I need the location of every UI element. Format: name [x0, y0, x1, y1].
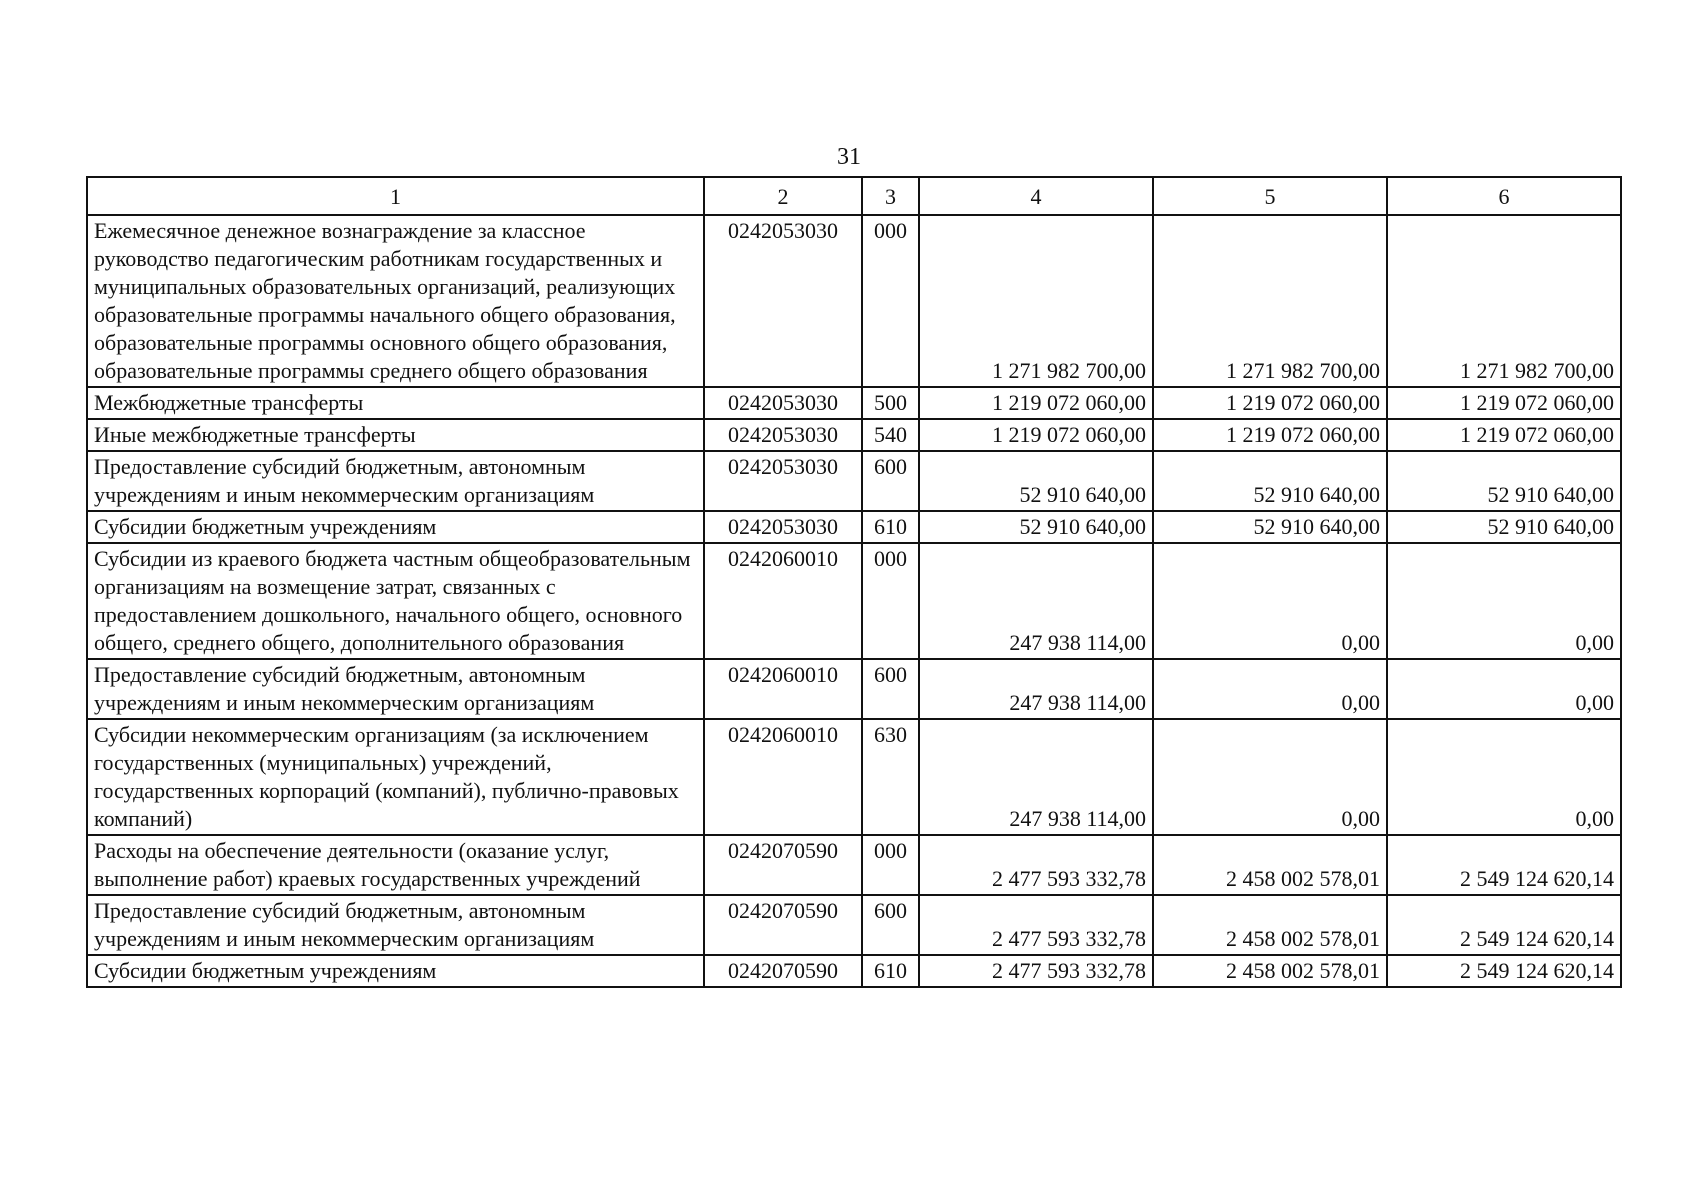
expense-name: Предоставление субсидий бюджетным, автономным учреждениям и иным некоммерческим организациям — [87, 659, 704, 719]
amount-col-4: 52 910 640,00 — [919, 511, 1153, 543]
expense-name: Предоставление субсидий бюджетным, автономным учреждениям и иным некоммерческим организациям — [87, 451, 704, 511]
header-col-5: 5 — [1153, 177, 1387, 215]
amount-col-4: 52 910 640,00 — [919, 451, 1153, 511]
table-row — [87, 895, 1621, 955]
amount-col-5: 0,00 — [1153, 719, 1387, 835]
amount-col-5: 52 910 640,00 — [1153, 451, 1387, 511]
table-row — [87, 719, 1621, 835]
amount-col-4: 247 938 114,00 — [919, 543, 1153, 659]
expense-type-code: 630 — [862, 719, 919, 835]
amount-col-4: 2 477 593 332,78 — [919, 955, 1153, 987]
target-article-code: 0242053030 — [704, 215, 862, 387]
table-row — [87, 511, 1621, 543]
target-article-code: 0242053030 — [704, 419, 862, 451]
expense-type-code: 000 — [862, 215, 919, 387]
table-row — [87, 955, 1621, 987]
target-article-code: 0242060010 — [704, 719, 862, 835]
header-row — [87, 177, 1621, 215]
table-row — [87, 451, 1621, 511]
amount-col-4: 1 271 982 700,00 — [919, 215, 1153, 387]
amount-col-5: 1 219 072 060,00 — [1153, 419, 1387, 451]
amount-col-6: 1 219 072 060,00 — [1387, 419, 1621, 451]
amount-col-4: 1 219 072 060,00 — [919, 419, 1153, 451]
amount-col-4: 2 477 593 332,78 — [919, 835, 1153, 895]
amount-col-5: 1 271 982 700,00 — [1153, 215, 1387, 387]
target-article-code: 0242060010 — [704, 543, 862, 659]
header-col-1: 1 — [87, 177, 704, 215]
target-article-code: 0242070590 — [704, 895, 862, 955]
amount-col-6: 52 910 640,00 — [1387, 451, 1621, 511]
amount-col-6: 1 219 072 060,00 — [1387, 387, 1621, 419]
expense-type-code: 600 — [862, 659, 919, 719]
table-body — [87, 215, 1621, 987]
amount-col-5: 1 219 072 060,00 — [1153, 387, 1387, 419]
target-article-code: 0242060010 — [704, 659, 862, 719]
amount-col-4: 247 938 114,00 — [919, 659, 1153, 719]
amount-col-4: 1 219 072 060,00 — [919, 387, 1153, 419]
target-article-code: 0242053030 — [704, 511, 862, 543]
page-number: 31 — [837, 144, 861, 170]
amount-col-5: 0,00 — [1153, 543, 1387, 659]
header-col-4: 4 — [919, 177, 1153, 215]
header-col-6: 6 — [1387, 177, 1621, 215]
expense-name: Ежемесячное денежное вознаграждение за классное руководство педагогическим работникам государственных и муниципальных образовательных организаций, реализующих образовательные программы начального общего образования, образовательные программы основного общего образования, образовательные программы среднего общего образования — [87, 215, 704, 387]
table-row — [87, 215, 1621, 387]
amount-col-5: 52 910 640,00 — [1153, 511, 1387, 543]
expense-type-code: 540 — [862, 419, 919, 451]
expense-name: Субсидии бюджетным учреждениям — [87, 955, 704, 987]
amount-col-6: 1 271 982 700,00 — [1387, 215, 1621, 387]
amount-col-6: 52 910 640,00 — [1387, 511, 1621, 543]
expense-type-code: 610 — [862, 511, 919, 543]
amount-col-5: 0,00 — [1153, 659, 1387, 719]
expense-type-code: 600 — [862, 895, 919, 955]
expense-type-code: 600 — [862, 451, 919, 511]
expense-name: Расходы на обеспечение деятельности (оказание услуг, выполнение работ) краевых государственных учреждений — [87, 835, 704, 895]
expense-type-code: 000 — [862, 835, 919, 895]
table-row — [87, 659, 1621, 719]
header-col-2: 2 — [704, 177, 862, 215]
budget-table — [86, 176, 1622, 988]
table-header — [87, 177, 1621, 215]
amount-col-4: 247 938 114,00 — [919, 719, 1153, 835]
amount-col-6: 0,00 — [1387, 543, 1621, 659]
expense-name: Межбюджетные трансферты — [87, 387, 704, 419]
target-article-code: 0242053030 — [704, 387, 862, 419]
expense-name: Иные межбюджетные трансферты — [87, 419, 704, 451]
expense-name: Субсидии из краевого бюджета частным общеобразовательным организациям на возмещение затрат, связанных с предоставлением дошкольного, начального общего, основного общего, среднего общего, дополнительного образования — [87, 543, 704, 659]
target-article-code: 0242070590 — [704, 955, 862, 987]
header-col-3: 3 — [862, 177, 919, 215]
target-article-code: 0242070590 — [704, 835, 862, 895]
table-row — [87, 419, 1621, 451]
amount-col-6: 2 549 124 620,14 — [1387, 835, 1621, 895]
amount-col-6: 0,00 — [1387, 659, 1621, 719]
table-row — [87, 387, 1621, 419]
amount-col-5: 2 458 002 578,01 — [1153, 895, 1387, 955]
amount-col-5: 2 458 002 578,01 — [1153, 835, 1387, 895]
expense-name: Субсидии бюджетным учреждениям — [87, 511, 704, 543]
expense-type-code: 610 — [862, 955, 919, 987]
table-row — [87, 835, 1621, 895]
expense-name: Субсидии некоммерческим организациям (за исключением государственных (муниципальных) учреждений, государственных корпораций (компаний), публично-правовых компаний) — [87, 719, 704, 835]
amount-col-5: 2 458 002 578,01 — [1153, 955, 1387, 987]
expense-type-code: 000 — [862, 543, 919, 659]
target-article-code: 0242053030 — [704, 451, 862, 511]
amount-col-6: 2 549 124 620,14 — [1387, 955, 1621, 987]
expense-type-code: 500 — [862, 387, 919, 419]
amount-col-6: 0,00 — [1387, 719, 1621, 835]
amount-col-6: 2 549 124 620,14 — [1387, 895, 1621, 955]
expense-name: Предоставление субсидий бюджетным, автономным учреждениям и иным некоммерческим организациям — [87, 895, 704, 955]
amount-col-4: 2 477 593 332,78 — [919, 895, 1153, 955]
table-row — [87, 543, 1621, 659]
